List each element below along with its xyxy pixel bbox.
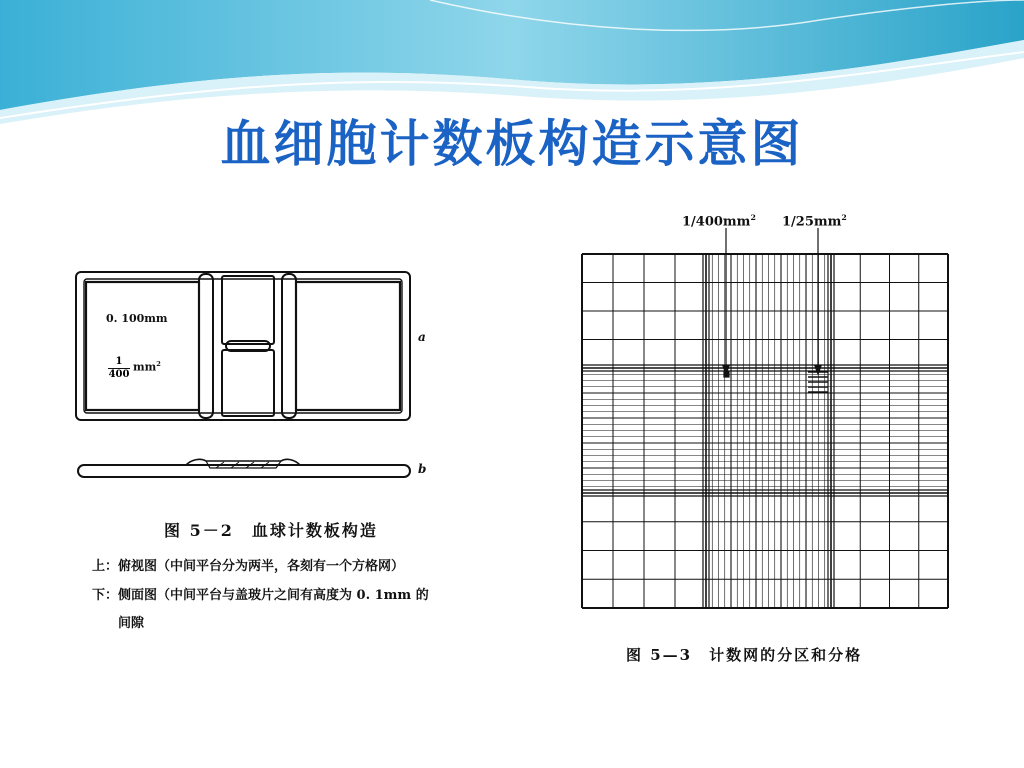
depth-label: 0. 100mm (106, 312, 168, 325)
area-unit (133, 360, 161, 374)
medium-square-label-exponent: 2 (841, 213, 847, 222)
small-square-label-exponent: 2 (750, 213, 756, 222)
right-chamber-area (296, 282, 400, 410)
side-view-note: 下：侧面图（中间平台与盖玻片之间有高度为 0. 1mm 的 (92, 588, 429, 603)
area-unit-text: mm (133, 360, 157, 374)
counting-grid-figure (566, 196, 960, 674)
groove-right (282, 274, 296, 418)
top-view-note: 上：俯视图（中间平台分为两半，各刻有一个方格网） (92, 559, 405, 574)
small-square-marker (724, 372, 729, 377)
area-unit-exponent: 2 (156, 360, 161, 368)
left-figure-caption: 图 5－2 血球计数板构造 (164, 521, 378, 540)
slide-title: 血细胞计数板构造示意图 (220, 115, 804, 173)
groove-left (199, 274, 213, 418)
chamber-structure-figure (56, 244, 520, 636)
area-fraction-denominator: 400 (108, 369, 130, 380)
right-figure-caption: 图 5—3 计数网的分区和分格 (626, 646, 863, 664)
area-fraction (108, 356, 130, 381)
small-square-label (682, 213, 756, 229)
left-chamber-area (86, 282, 199, 410)
view-b-label: b (418, 462, 427, 476)
counting-grid-drawing (566, 196, 960, 674)
area-fraction-numerator: 1 (108, 356, 130, 369)
medium-square-label (782, 213, 847, 229)
slide-outline-side-view (78, 465, 410, 477)
pointer-arrow-medium-square (815, 366, 821, 374)
side-view-note-continued: 间隙 (118, 616, 145, 631)
center-platform-lower (222, 350, 274, 416)
chamber-drawing (56, 244, 520, 636)
view-a-label: a (418, 330, 426, 344)
center-platform-upper (222, 276, 274, 344)
slide-outline-top-view (76, 272, 410, 420)
medium-square-label-text: 1/25mm (782, 214, 842, 230)
small-square-label-text: 1/400mm (682, 214, 751, 230)
